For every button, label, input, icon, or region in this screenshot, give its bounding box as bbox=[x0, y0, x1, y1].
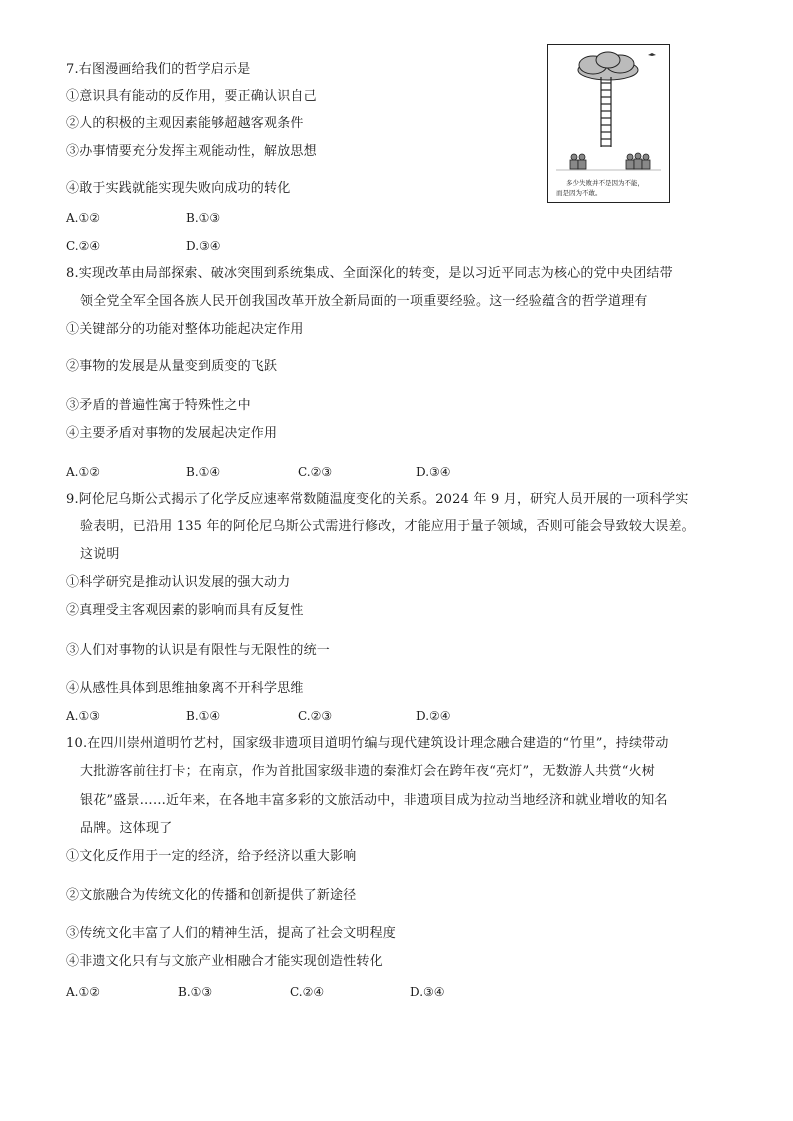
cloud-icon bbox=[578, 52, 638, 80]
q9-stem-line3: 这说明 bbox=[80, 547, 120, 562]
q8-choice-d[interactable]: D.③④ bbox=[416, 465, 451, 479]
q9-option-3: ③人们对事物的认识是有限性与无限性的统一 bbox=[66, 643, 331, 658]
q10-option-2: ②文旅融合为传统文化的传播和创新提供了新途径 bbox=[66, 888, 357, 903]
q7-option-2: ②人的积极的主观因素能够超越客观条件 bbox=[66, 116, 304, 131]
q10-option-3: ③传统文化丰富了人们的精神生活，提高了社会文明程度 bbox=[66, 926, 397, 941]
q8-option-3: ③矛盾的普遍性寓于特殊性之中 bbox=[66, 398, 251, 413]
q10-choice-b[interactable]: B.①③ bbox=[178, 985, 213, 999]
q9-choice-d[interactable]: D.②④ bbox=[416, 709, 451, 723]
q9-stem-line1: 9.阿伦尼乌斯公式揭示了化学反应速率常数随温度变化的关系。2024 年 9 月，研究人员开展的一项科学实 bbox=[66, 492, 689, 507]
q7-option-3: ③办事情要充分发挥主观能动性，解放思想 bbox=[66, 144, 317, 159]
q8-choice-b[interactable]: B.①④ bbox=[186, 465, 221, 479]
bird-icon bbox=[648, 53, 656, 56]
ladder-icon bbox=[601, 77, 611, 147]
q8-option-4: ④主要矛盾对事物的发展起决定作用 bbox=[66, 426, 278, 441]
cartoon-caption-2: 而是因为不敢。 bbox=[556, 189, 602, 197]
q8-choice-a[interactable]: A.①② bbox=[66, 465, 100, 479]
q9-choice-a[interactable]: A.①③ bbox=[66, 709, 100, 723]
q7-stem: 7.右图漫画给我们的哲学启示是 bbox=[66, 62, 251, 77]
q10-stem-line4: 品牌。这体现了 bbox=[80, 821, 173, 836]
q7-choice-b[interactable]: B.①③ bbox=[186, 211, 221, 225]
q9-choice-b[interactable]: B.①④ bbox=[186, 709, 221, 723]
q10-stem-line3: 银花”盛景……近年来，在各地丰富多彩的文旅活动中，非遗项目成为拉动当地经济和就业增收的知名 bbox=[80, 793, 668, 808]
q10-choice-a[interactable]: A.①② bbox=[66, 985, 100, 999]
q9-choice-c[interactable]: C.②③ bbox=[298, 709, 333, 723]
q8-stem-line2: 领全党全军全国各族人民开创我国改革开放全新局面的一项重要经验。这一经验蕴含的哲学道理有 bbox=[80, 294, 648, 309]
cartoon-figure bbox=[547, 44, 670, 203]
q9-option-4: ④从感性具体到思维抽象离不开科学思维 bbox=[66, 681, 304, 696]
q8-option-2: ②事物的发展是从量变到质变的飞跃 bbox=[66, 359, 278, 374]
q7-choice-d[interactable]: D.③④ bbox=[186, 239, 221, 253]
q7-option-4: ④敢于实践就能实现失败向成功的转化 bbox=[66, 181, 291, 196]
q10-option-4: ④非遗文化只有与文旅产业相融合才能实现创造性转化 bbox=[66, 954, 383, 969]
q7-option-1: ①意识具有能动的反作用，要正确认识自己 bbox=[66, 89, 317, 104]
q10-choice-c[interactable]: C.②④ bbox=[290, 985, 325, 999]
q9-stem-line2: 验表明，已沿用 135 年的阿伦尼乌斯公式需进行修改，才能应用于量子领域，否则可能会导致较大误差。 bbox=[80, 519, 695, 534]
q10-choice-d[interactable]: D.③④ bbox=[410, 985, 445, 999]
q8-choice-c[interactable]: C.②③ bbox=[298, 465, 333, 479]
q9-option-1: ①科学研究是推动认识发展的强大动力 bbox=[66, 575, 291, 590]
q10-stem-line2: 大批游客前往打卡；在南京，作为首批国家级非遗的秦淮灯会在跨年夜“亮灯”，无数游人共赏“火树 bbox=[80, 764, 655, 779]
q10-option-1: ①文化反作用于一定的经济，给予经济以重大影响 bbox=[66, 849, 357, 864]
q7-choice-a[interactable]: A.①② bbox=[66, 211, 100, 225]
q8-stem-line1: 8.实现改革由局部探索、破冰突围到系统集成、全面深化的转变，是以习近平同志为核心的党中央团结带 bbox=[66, 266, 673, 281]
q10-stem-line1: 10.在四川崇州道明竹艺村，国家级非遗项目道明竹编与现代建筑设计理念融合建造的“竹里”，持续带动 bbox=[66, 736, 669, 751]
q9-option-2: ②真理受主客观因素的影响而具有反复性 bbox=[66, 603, 304, 618]
q7-choice-c[interactable]: C.②④ bbox=[66, 239, 101, 253]
cartoon-caption-1: 多少失败并不是因为不能， bbox=[566, 179, 644, 187]
q8-option-1: ①关键部分的功能对整体功能起决定作用 bbox=[66, 322, 304, 337]
cartoon-drawing bbox=[548, 45, 669, 202]
people-icon bbox=[570, 153, 650, 169]
